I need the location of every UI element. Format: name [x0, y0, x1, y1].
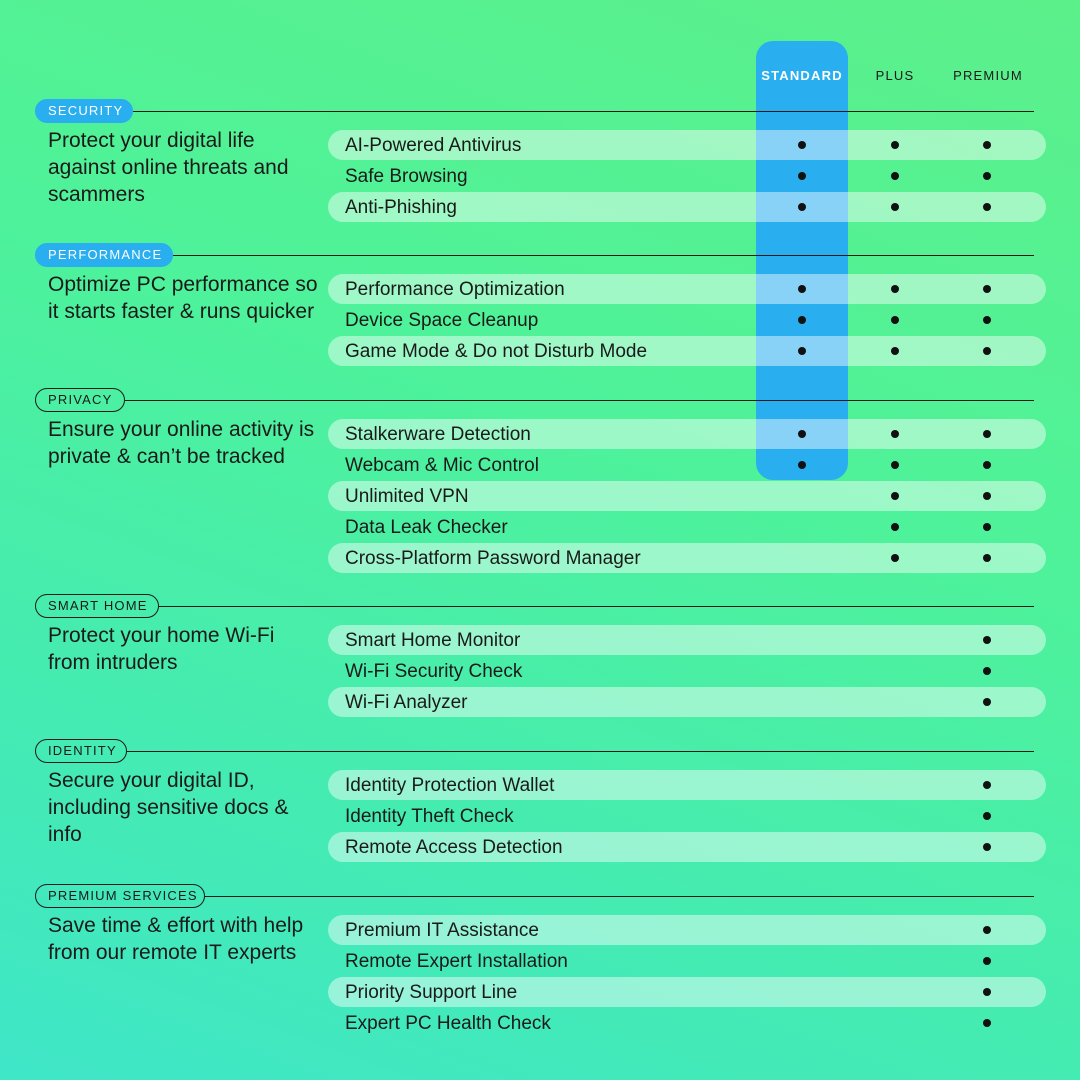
included-premium-dot-icon [983, 141, 991, 149]
feature-row [328, 770, 1046, 800]
section-badge: PRIVACY [35, 388, 125, 412]
section-badge: SECURITY [35, 99, 133, 123]
included-premium-dot-icon [983, 461, 991, 469]
section-description: Save time & effort with help from our remote IT experts [48, 914, 304, 964]
feature-name: AI-Powered Antivirus [345, 135, 522, 156]
feature-name: Performance Optimization [345, 279, 565, 300]
included-plus-dot-icon [891, 203, 899, 211]
included-premium-dot-icon [983, 285, 991, 293]
plan-header-premium: PREMIUM [953, 68, 1023, 83]
feature-row [328, 915, 1046, 945]
standard-plan-column-highlight [756, 41, 848, 480]
section-description: Protect your digital life against online threats and scammers [48, 129, 289, 206]
feature-name: Priority Support Line [345, 982, 518, 1003]
feature-name: Webcam & Mic Control [345, 455, 539, 476]
section-badge: SMART HOME [35, 594, 159, 618]
feature-name: Remote Expert Installation [345, 951, 568, 972]
included-premium-dot-icon [983, 172, 991, 180]
feature-name: Safe Browsing [345, 166, 468, 187]
section-divider [133, 111, 1034, 112]
section-divider [173, 255, 1034, 256]
feature-row [328, 192, 1046, 222]
included-standard-dot-icon [798, 461, 806, 469]
included-standard-dot-icon [798, 347, 806, 355]
included-standard-dot-icon [798, 316, 806, 324]
included-standard-dot-icon [798, 141, 806, 149]
included-plus-dot-icon [891, 492, 899, 500]
included-premium-dot-icon [983, 203, 991, 211]
feature-name: Stalkerware Detection [345, 424, 531, 445]
included-plus-dot-icon [891, 316, 899, 324]
section-description: Ensure your online activity is private & can’t be tracked [48, 418, 315, 468]
included-premium-dot-icon [983, 667, 991, 675]
included-premium-dot-icon [983, 430, 991, 438]
included-premium-dot-icon [983, 843, 991, 851]
feature-row [328, 336, 1046, 366]
feature-row [328, 481, 1046, 511]
included-premium-dot-icon [983, 957, 991, 965]
section-badge: PERFORMANCE [35, 243, 173, 267]
feature-name: Unlimited VPN [345, 486, 469, 507]
feature-row [328, 801, 1046, 831]
included-premium-dot-icon [983, 636, 991, 644]
feature-name: Wi-Fi Security Check [345, 661, 523, 682]
included-plus-dot-icon [891, 461, 899, 469]
feature-name: Identity Theft Check [345, 806, 514, 827]
feature-name: Remote Access Detection [345, 837, 563, 858]
section-divider [159, 606, 1034, 607]
included-premium-dot-icon [983, 1019, 991, 1027]
included-premium-dot-icon [983, 988, 991, 996]
feature-row [328, 687, 1046, 717]
included-premium-dot-icon [983, 926, 991, 934]
feature-row [328, 625, 1046, 655]
feature-name: Premium IT Assistance [345, 920, 539, 941]
included-plus-dot-icon [891, 430, 899, 438]
feature-name: Smart Home Monitor [345, 630, 521, 651]
feature-row [328, 274, 1046, 304]
included-premium-dot-icon [983, 492, 991, 500]
plan-header-standard: STANDARD [761, 68, 843, 83]
feature-name: Cross-Platform Password Manager [345, 548, 641, 569]
feature-name: Anti-Phishing [345, 197, 457, 218]
feature-row [328, 305, 1046, 335]
feature-row [328, 512, 1046, 542]
included-standard-dot-icon [798, 430, 806, 438]
feature-name: Identity Protection Wallet [345, 775, 555, 796]
included-plus-dot-icon [891, 285, 899, 293]
plan-header-plus: PLUS [875, 68, 915, 83]
included-premium-dot-icon [983, 781, 991, 789]
feature-row [328, 946, 1046, 976]
section-divider [205, 896, 1034, 897]
feature-row [328, 161, 1046, 191]
feature-row [328, 130, 1046, 160]
feature-row [328, 450, 1046, 480]
included-premium-dot-icon [983, 554, 991, 562]
included-standard-dot-icon [798, 285, 806, 293]
included-standard-dot-icon [798, 203, 806, 211]
included-premium-dot-icon [983, 316, 991, 324]
included-premium-dot-icon [983, 698, 991, 706]
included-plus-dot-icon [891, 554, 899, 562]
section-divider [127, 751, 1034, 752]
feature-row [328, 977, 1046, 1007]
feature-name: Expert PC Health Check [345, 1013, 551, 1034]
feature-name: Wi-Fi Analyzer [345, 692, 468, 713]
included-standard-dot-icon [798, 172, 806, 180]
section-description: Secure your digital ID, including sensitive docs & info [48, 769, 289, 846]
included-plus-dot-icon [891, 347, 899, 355]
feature-row [328, 419, 1046, 449]
feature-name: Game Mode & Do not Disturb Mode [345, 341, 648, 362]
included-premium-dot-icon [983, 812, 991, 820]
section-description: Protect your home Wi-Fi from intruders [48, 624, 275, 674]
feature-row [328, 656, 1046, 686]
section-badge: IDENTITY [35, 739, 127, 763]
section-description: Optimize PC performance so it starts faster & runs quicker [48, 273, 318, 323]
feature-name: Data Leak Checker [345, 517, 508, 538]
feature-row [328, 543, 1046, 573]
included-plus-dot-icon [891, 172, 899, 180]
included-plus-dot-icon [891, 141, 899, 149]
feature-row [328, 832, 1046, 862]
section-divider [125, 400, 1034, 401]
section-badge: PREMIUM SERVICES [35, 884, 205, 908]
feature-name: Device Space Cleanup [345, 310, 539, 331]
included-premium-dot-icon [983, 523, 991, 531]
included-plus-dot-icon [891, 523, 899, 531]
included-premium-dot-icon [983, 347, 991, 355]
feature-row [328, 1008, 1046, 1038]
